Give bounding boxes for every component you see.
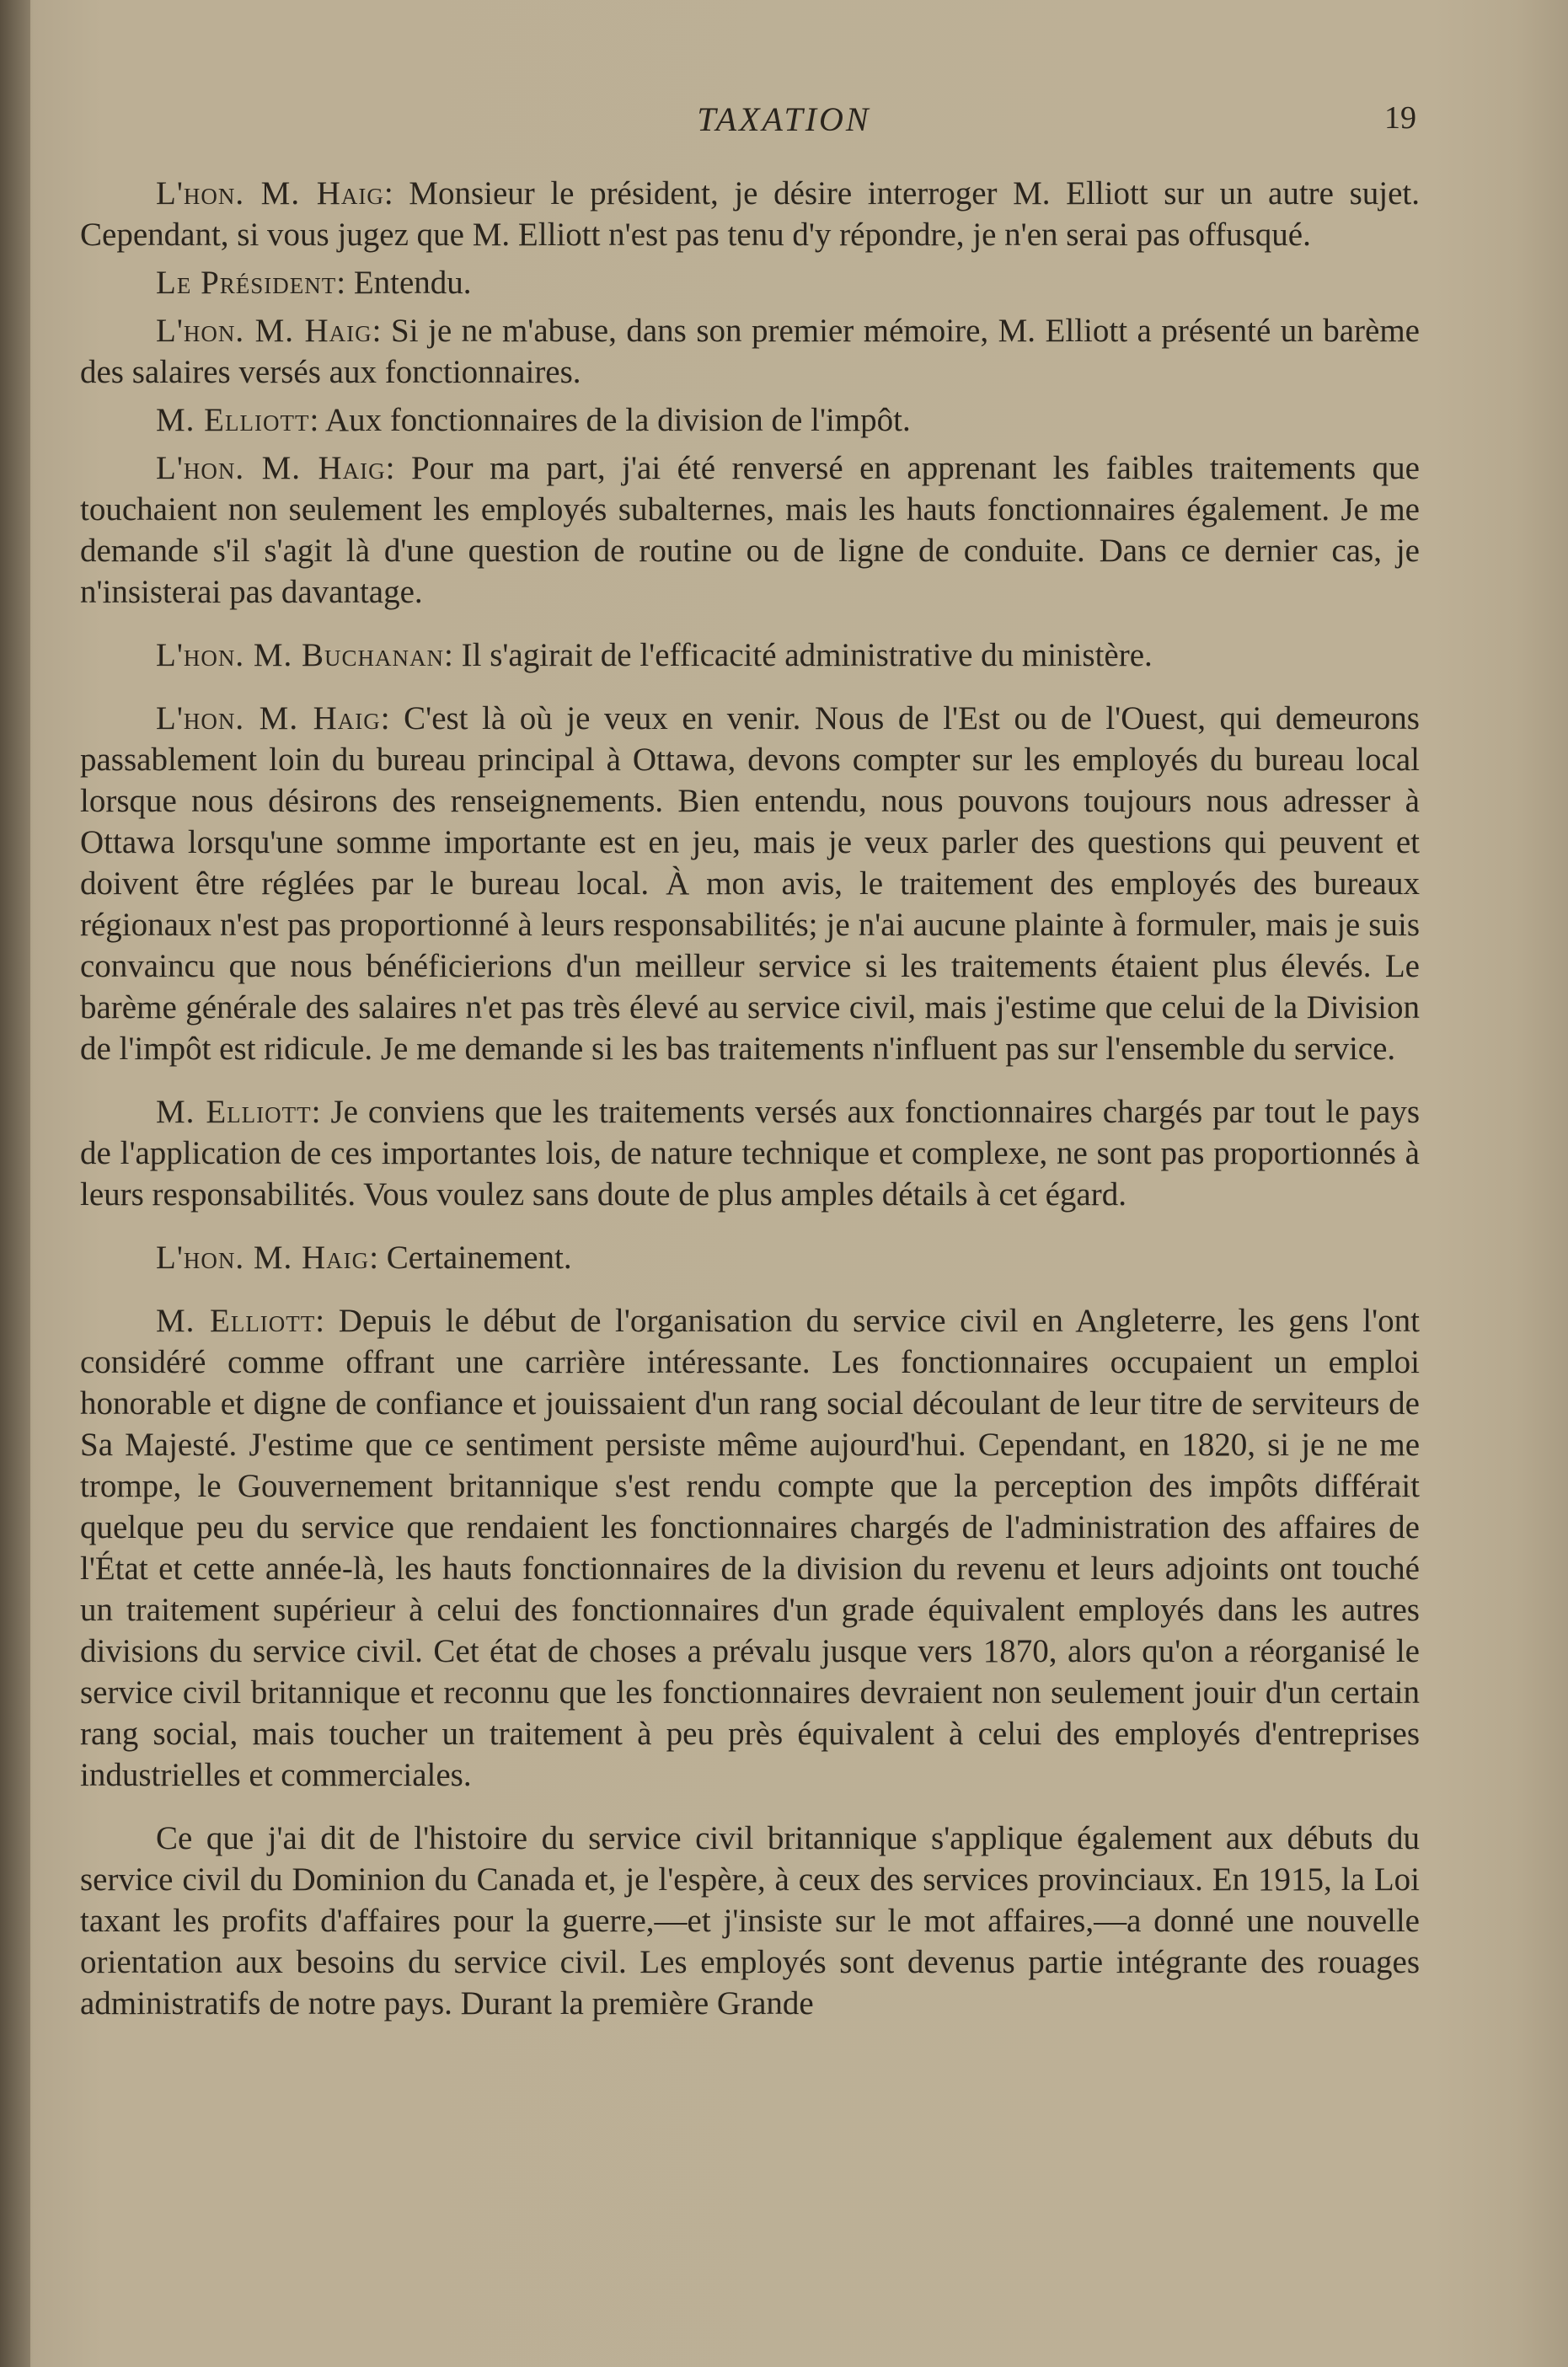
speaker-name: L'hon. M. Haig [156, 700, 381, 736]
paragraph: L'hon. M. Haig: Certainement. [156, 1240, 572, 1276]
paragraph-text: Je conviens que les traitements versés aux fonctionnaires chargés par tout le pays de l'application de ces importantes lois, de nature technique et complexe, ne sont pas proportionnés à leurs responsabilités. Vous voulez sans doute de plus amples détails à cet égard. [80, 1094, 1420, 1213]
paragraph-text: Depuis le début de l'organisation du service civil en Angleterre, les gens l'ont considéré comme offrant une carrière intéressante. Les fonctionnaires occupaient un emploi honorable et digne de confiance et jouissaient d'un rang social découlant de leur titre de serviteurs de Sa Majesté. J'estime que ce sentiment persiste même aujourd'hui. Cependant, en 1820, si je ne me trompe, le Gouvernement britannique s'est rendu compte que la perception des impôts différait quelque peu du service que rendaient les fonctionnaires chargés de l'administration des affaires de l'État et cette année-là, les hauts fonctionnaires de la division du revenu et leurs adjoints ont touché un traitement supérieur à celui des fonctionnaires d'un grade équivalent employés dans les autres divisions du service civil. Cet état de choses a prévalu jusque vers 1870, alors qu'on a réorganisé le service civil britannique et reconnu que les fonctionnaires devraient non seulement jouir d'un certain rang social, mais toucher un traitement à peu près équivalent à celui des employés d'entreprises industrielles et commerciales. [80, 1303, 1420, 1793]
running-title: TAXATION [697, 100, 871, 138]
speaker-name: L'hon. M. Haig [156, 450, 386, 486]
paragraph-text: Entendu. [353, 265, 472, 301]
speaker-name: L'hon. M. Haig [156, 1240, 370, 1276]
paragraph: L'hon. M. Haig: Pour ma part, j'ai été renversé en apprenant les faibles traitements que touchaient non seulement les employés subalternes, mais les hauts fonctionnaires également. Je me demande s'il s'agit là d'une question de routine ou de ligne de conduite. Dans ce dernier cas, je n'insisterai pas davantage. [80, 450, 1420, 610]
speaker-name: M. Elliott [156, 1303, 316, 1339]
paragraph-text: Pour ma part, j'ai été renversé en apprenant les faibles traitements que touchaient non seulement les employés subalternes, mais les hauts fonctionnaires également. Je me demande s'il s'agit là d'une question de routine ou de ligne de conduite. Dans ce dernier cas, je n'insisterai pas davantage. [80, 450, 1420, 610]
paragraph-text: Si je ne m'abuse, dans son premier mémoire, M. Elliott a présenté un barème des salaires versés aux fonctionnaires. [80, 313, 1420, 390]
paragraph: L'hon. M. Haig: C'est là où je veux en venir. Nous de l'Est ou de l'Ouest, qui demeurons passablement loin du bureau principal à Ottawa, devons compter sur les employés du bureau local lorsque nous désirons des renseignements. Bien entendu, nous pouvons toujours nous adresser à Ottawa lorsqu'une somme importante est en jeu, mais je veux parler des questions qui peuvent et doivent être réglées par le bureau local. À mon avis, le traitement des employés des bureaux régionaux n'est pas proportionné à leurs responsabilités; je n'ai aucune plainte à formuler, mais je suis convaincu que nous bénéficierions d'un meilleur service si les traitements étaient plus élevés. Le barème générale des salaires n'et pas très élevé au service civil, mais j'estime que celui de la Division de l'impôt est ridicule. Je me demande si les bas traitements n'influent pas sur l'ensemble du service. [80, 700, 1420, 1067]
paragraph-text: Il s'agirait de l'efficacité administrative du ministère. [461, 637, 1153, 673]
paragraph: M. Elliott: Je conviens que les traitements versés aux fonctionnaires chargés par tout le pays de l'application de ces importantes lois, de nature technique et complexe, ne sont pas proportionnés à leurs responsabilités. Vous voulez sans doute de plus amples détails à cet égard. [80, 1094, 1420, 1213]
speaker-name: L'hon. M. Haig [156, 313, 372, 349]
paragraph-text: Aux fonctionnaires de la division de l'impôt. [324, 402, 911, 438]
speaker-name: M. Elliott [156, 1094, 312, 1130]
speaker-name: L'hon. M. Haig [156, 175, 384, 212]
paragraph: L'hon. M. Haig: Si je ne m'abuse, dans son premier mémoire, M. Elliott a présenté un barème des salaires versés aux fonctionnaires. [80, 313, 1420, 390]
page-number: 19 [1384, 100, 1416, 136]
page-header [0, 99, 1568, 150]
speaker-name: L'hon. M. Buchanan [156, 637, 445, 673]
paragraph-text: Certainement. [386, 1240, 572, 1276]
paragraph: M. Elliott: Aux fonctionnaires de la division de l'impôt. [156, 402, 911, 438]
paragraph [80, 1818, 1420, 2024]
paragraph: L'hon. M. Haig: Monsieur le président, je désire interroger M. Elliott sur un autre sujet. Cependant, si vous jugez que M. Elliott n'est pas tenu d'y répondre, je n'en serai pas offusqué. [80, 175, 1420, 253]
body-text [80, 173, 1420, 2031]
paragraph-text: C'est là où je veux en venir. Nous de l'Est ou de l'Ouest, qui demeurons passablement loin du bureau principal à Ottawa, devons compter sur les employés du bureau local lorsque nous désirons des renseignements. Bien entendu, nous pouvons toujours nous adresser à Ottawa lorsqu'une somme importante est en jeu, mais je veux parler des questions qui peuvent et doivent être réglées par le bureau local. À mon avis, le traitement des employés des bureaux régionaux n'est pas proportionné à leurs responsabilités; je n'ai aucune plainte à formuler, mais je suis convaincu que nous bénéficierions d'un meilleur service si les traitements étaient plus élevés. Le barème générale des salaires n'et pas très élevé au service civil, mais j'estime que celui de la Division de l'impôt est ridicule. Je me demande si les bas traitements n'influent pas sur l'ensemble du service. [80, 700, 1420, 1067]
paragraph: M. Elliott: Depuis le début de l'organisation du service civil en Angleterre, les gens l'ont considéré comme offrant une carrière intéressante. Les fonctionnaires occupaient un emploi honorable et digne de confiance et jouissaient d'un rang social découlant de leur titre de serviteurs de Sa Majesté. J'estime que ce sentiment persiste même aujourd'hui. Cependant, en 1820, si je ne me trompe, le Gouvernement britannique s'est rendu compte que la perception des impôts différait quelque peu du service que rendaient les fonctionnaires chargés de l'administration des affaires de l'État et cette année-là, les hauts fonctionnaires de la division du revenu et leurs adjoints ont touché un traitement supérieur à celui des fonctionnaires d'un grade équivalent employés dans les autres divisions du service civil. Cet état de choses a prévalu jusque vers 1870, alors qu'on a réorganisé le service civil britannique et reconnu que les fonctionnaires devraient non seulement jouir d'un certain rang social, mais toucher un traitement à peu près équivalent à celui des employés d'entreprises industrielles et commerciales. [80, 1303, 1420, 1793]
speaker-name: Le Président [156, 265, 337, 301]
speaker-name: M. Elliott [156, 402, 310, 438]
paragraph-text: Monsieur le président, je désire interroger M. Elliott sur un autre sujet. Cependant, si vous jugez que M. Elliott n'est pas tenu d'y répondre, je n'en serai pas offusqué. [80, 175, 1420, 253]
book-gutter [0, 0, 30, 2367]
paragraph-text: Ce que j'ai dit de l'histoire du service civil britannique s'applique également aux débuts du service civil du Dominion du Canada et, je l'espère, à ceux des services provinciaux. En 1915, la Loi taxant les profits d'affaires pour la guerre,—et j'insiste sur le mot affaires,—a donné une nouvelle orientation aux besoins du service civil. Les employés sont devenus partie intégrante des rouages administratifs de notre pays. Durant la première Grande [80, 1820, 1420, 2022]
paragraph: L'hon. M. Buchanan: Il s'agirait de l'efficacité administrative du ministère. [156, 637, 1153, 673]
paragraph: Le Président: Entendu. [156, 265, 472, 301]
